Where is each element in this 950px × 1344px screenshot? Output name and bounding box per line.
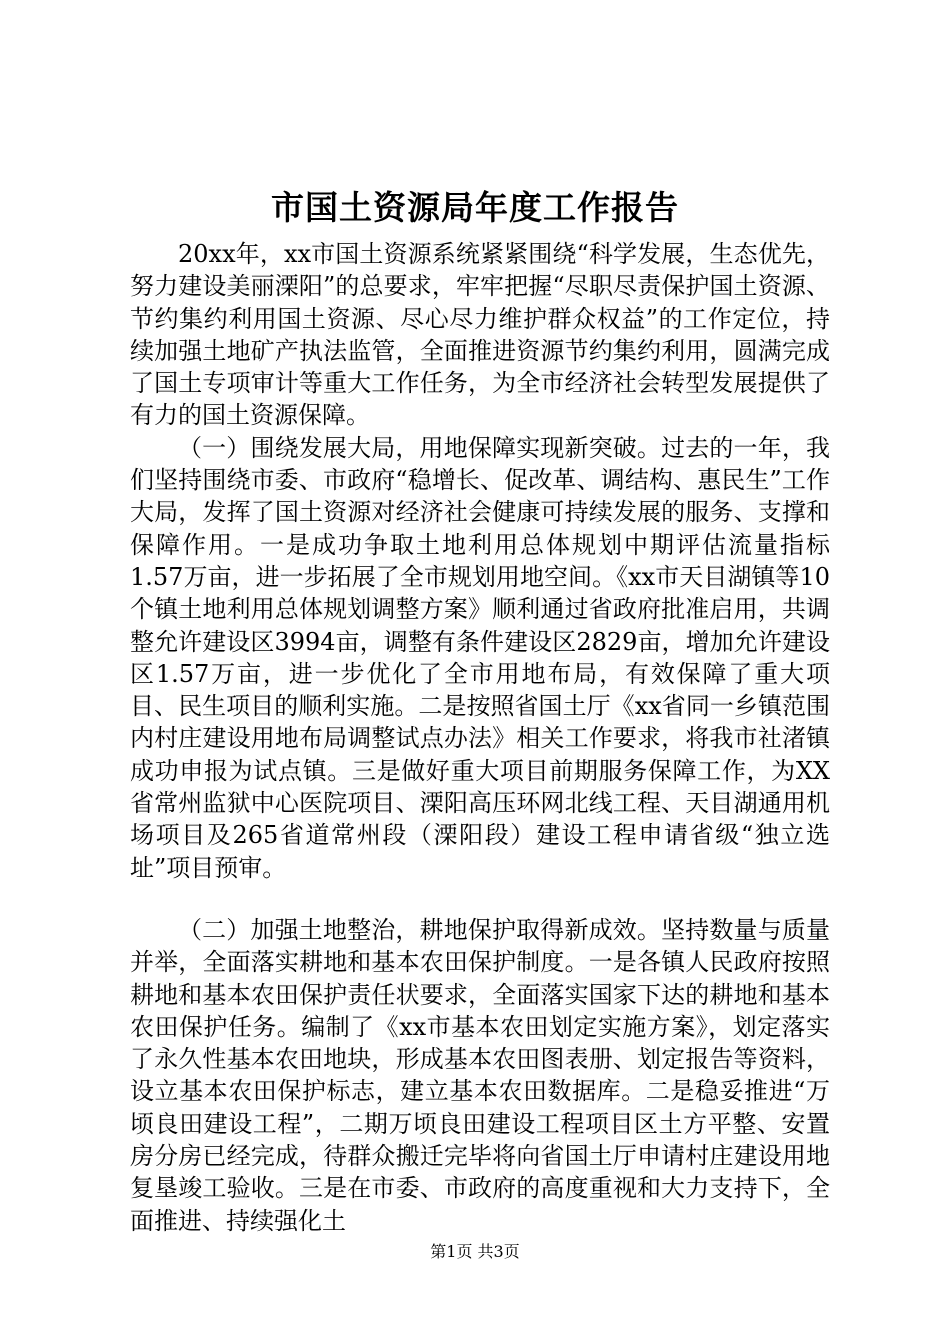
page-footer: 第1页 共3页	[430, 1242, 520, 1261]
paragraph-intro: 20xx年，xx市国土资源系统紧紧围绕“科学发展，生态优先，努力建设美丽溧阳”的总要求，牢牢把握“尽职尽责保护国土资源、节约集约利用国土资源、尽心尽力维护群众权益”的工作定位，持续加强土地矿产执法监管，全面推进资源节约集约利用，圆满完成了国土专项审计等重大工作任务，为全市经济社会转型发展提供了有力的国土资源保障。	[130, 240, 830, 430]
document-title: 市国土资源局年度工作报告	[271, 188, 679, 227]
paragraph-section-2: （二）加强土地整治，耕地保护取得新成效。坚持数量与质量并举，全面落实耕地和基本农田保护制度。一是各镇人民政府按照耕地和基本农田保护责任状要求，全面落实国家下达的耕地和基本农田保护任务。编制了《xx市基本农田划定实施方案》，划定落实了永久性基本农田地块，形成基本农田图表册、划定报告等资料，设立基本农田保护标志，建立基本农田数据库。二是稳妥推进“万顷良田建设工程”，二期万顷良田建设工程项目区土方平整、安置房分房已经完成，待群众搬迁完毕将向省国土厅申请村庄建设用地复垦竣工验收。三是在市委、市政府的高度重视和大力支持下，全面推进、持续强化土	[130, 915, 830, 1235]
paragraph-section-1: （一）围绕发展大局，用地保障实现新突破。过去的一年，我们坚持围绕市委、市政府“稳增长、促改革、调结构、惠民生”工作大局，发挥了国土资源对经济社会健康可持续发展的服务、支撑和保障作用。一是成功争取土地利用总体规划中期评估流量指标1.57万亩，进一步拓展了全市规划用地空间。《xx市天目湖镇等10个镇土地利用总体规划调整方案》顺利通过省政府批准启用，共调整允许建设区3994亩，调整有条件建设区2829亩，增加允许建设区1.57万亩，进一步优化了全市用地布局，有效保障了重大项目、民生项目的顺利实施。二是按照省国土厅《xx省同一乡镇范围内村庄建设用地布局调整试点办法》相关工作要求，将我市社渚镇成功申报为试点镇。三是做好重大项目前期服务保障工作，为XX省常州监狱中心医院项目、溧阳高压环网北线工程、天目湖通用机场项目及265省道常州段（溧阳段）建设工程申请省级“独立选址”项目预审。	[130, 433, 830, 882]
document-body	[130, 238, 830, 1237]
